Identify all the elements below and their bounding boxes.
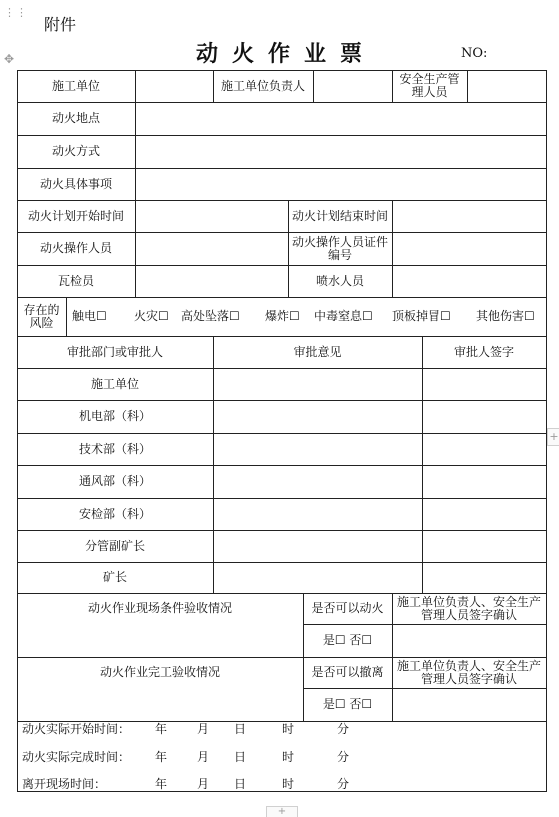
risk-fire-checkbox[interactable]: 火灾☐ — [134, 309, 169, 323]
grid-line — [213, 336, 214, 593]
site-check-label: 动火作业现场条件验收情况 — [87, 601, 232, 615]
unit-label: 施工单位 — [51, 78, 100, 93]
number-label: NO: — [461, 46, 488, 61]
details-input[interactable] — [135, 168, 546, 200]
page-title: 动火作业票 — [196, 41, 377, 67]
leave-site-label: 离开现场时间： — [22, 777, 107, 791]
unit-input[interactable] — [135, 70, 213, 102]
plan-start-input[interactable] — [135, 200, 288, 232]
actual-end-label: 动火实际完成时间： — [22, 750, 131, 764]
leave-day-label: 日 — [234, 777, 247, 791]
site-check-input[interactable] — [17, 624, 303, 657]
table-move-icon[interactable]: ✥ — [3, 52, 15, 66]
unit-head-input[interactable] — [313, 70, 392, 102]
risk-other-checkbox[interactable]: 其他伤害☐ — [476, 309, 535, 323]
gas-inspector-label: 瓦检员 — [57, 273, 94, 288]
operator-input[interactable] — [135, 232, 288, 265]
can-leave-label: 是否可以撤离 — [311, 665, 384, 679]
risk-roof-checkbox[interactable]: 顶板掉冒☐ — [392, 309, 451, 323]
leave-minute-label: 分 — [337, 777, 350, 791]
risks-label: 存在的风险 — [23, 302, 60, 330]
plan-end-label: 动火计划结束时间 — [291, 208, 388, 223]
approval-dept-safety: 安检部（科） — [78, 506, 151, 521]
unit-head-label: 施工单位负责人 — [220, 78, 305, 93]
method-label: 动火方式 — [51, 144, 100, 158]
risk-fall-checkbox[interactable]: 高处坠落☐ — [181, 309, 240, 323]
end-year-label: 年 — [155, 750, 168, 764]
confirm-sign-label-1: 施工单位负责人、安全生产管理人员签字确认 — [396, 594, 541, 622]
grid-line — [66, 297, 67, 336]
approval-dept-mine-head: 矿长 — [102, 570, 127, 584]
attachment-label: 附件 — [44, 15, 77, 34]
finish-check-label: 动火作业完工验收情况 — [99, 665, 220, 679]
can-fire-label: 是否可以动火 — [311, 601, 384, 615]
grid-line — [17, 791, 547, 792]
risk-electric-checkbox[interactable]: 触电☐ — [72, 309, 107, 323]
approval-dept-unit: 施工单位 — [90, 376, 139, 391]
start-day-label: 日 — [234, 722, 247, 736]
approval-dept-technical: 技术部（科） — [78, 441, 151, 456]
water-sprayer-label: 喷水人员 — [315, 273, 364, 288]
end-hour-label: 时 — [282, 750, 295, 764]
water-sprayer-input[interactable] — [392, 265, 546, 297]
gas-inspector-input[interactable] — [135, 265, 288, 297]
can-fire-yes-no[interactable]: 是☐ 否☐ — [322, 633, 373, 647]
approval-dept-header: 审批部门或审批人 — [66, 344, 163, 359]
approval-dept-ventilation: 通风部（科） — [78, 474, 151, 488]
grid-line — [546, 70, 547, 791]
plan-start-label: 动火计划开始时间 — [27, 208, 124, 223]
actual-start-label: 动火实际开始时间： — [22, 722, 131, 736]
risk-explosion-checkbox[interactable]: 爆炸☐ — [265, 309, 300, 323]
add-column-icon[interactable]: + — [547, 428, 559, 446]
approval-sign-header: 审批人签字 — [453, 344, 514, 359]
grid-line — [17, 297, 547, 298]
operator-cert-input[interactable] — [392, 232, 546, 265]
method-input[interactable] — [135, 135, 546, 168]
leave-month-label: 月 — [197, 777, 210, 791]
end-day-label: 日 — [234, 750, 247, 764]
operator-cert-label: 动火操作人员证件编号 — [291, 234, 388, 262]
add-row-icon[interactable]: + — [266, 806, 298, 817]
start-month-label: 月 — [197, 722, 210, 736]
safety-manager-input[interactable] — [467, 70, 546, 102]
leave-hour-label: 时 — [282, 777, 295, 791]
location-input[interactable] — [135, 102, 546, 135]
can-leave-yes-no[interactable]: 是☐ 否☐ — [322, 697, 373, 711]
drag-handle-icon[interactable]: ⋮⋮ — [4, 6, 28, 19]
end-month-label: 月 — [197, 750, 210, 764]
operator-label: 动火操作人员 — [39, 241, 112, 255]
leave-year-label: 年 — [155, 777, 168, 791]
risk-poison-checkbox[interactable]: 中毒窒息☐ — [314, 309, 373, 323]
start-hour-label: 时 — [282, 722, 295, 736]
start-year-label: 年 — [155, 722, 168, 736]
confirm-sign-label-2: 施工单位负责人、安全生产管理人员签字确认 — [396, 658, 541, 686]
end-minute-label: 分 — [337, 750, 350, 764]
safety-manager-label: 安全生产管理人员 — [399, 72, 460, 99]
grid-line — [422, 336, 423, 593]
start-minute-label: 分 — [337, 722, 350, 736]
approval-dept-deputy: 分管副矿长 — [84, 538, 145, 553]
plan-end-input[interactable] — [392, 200, 546, 232]
finish-check-input[interactable] — [17, 688, 303, 721]
location-label: 动火地点 — [51, 111, 100, 125]
approval-opinion-header: 审批意见 — [293, 344, 342, 359]
details-label: 动火具体事项 — [39, 176, 112, 191]
approval-dept-electromech: 机电部（科） — [78, 409, 151, 423]
